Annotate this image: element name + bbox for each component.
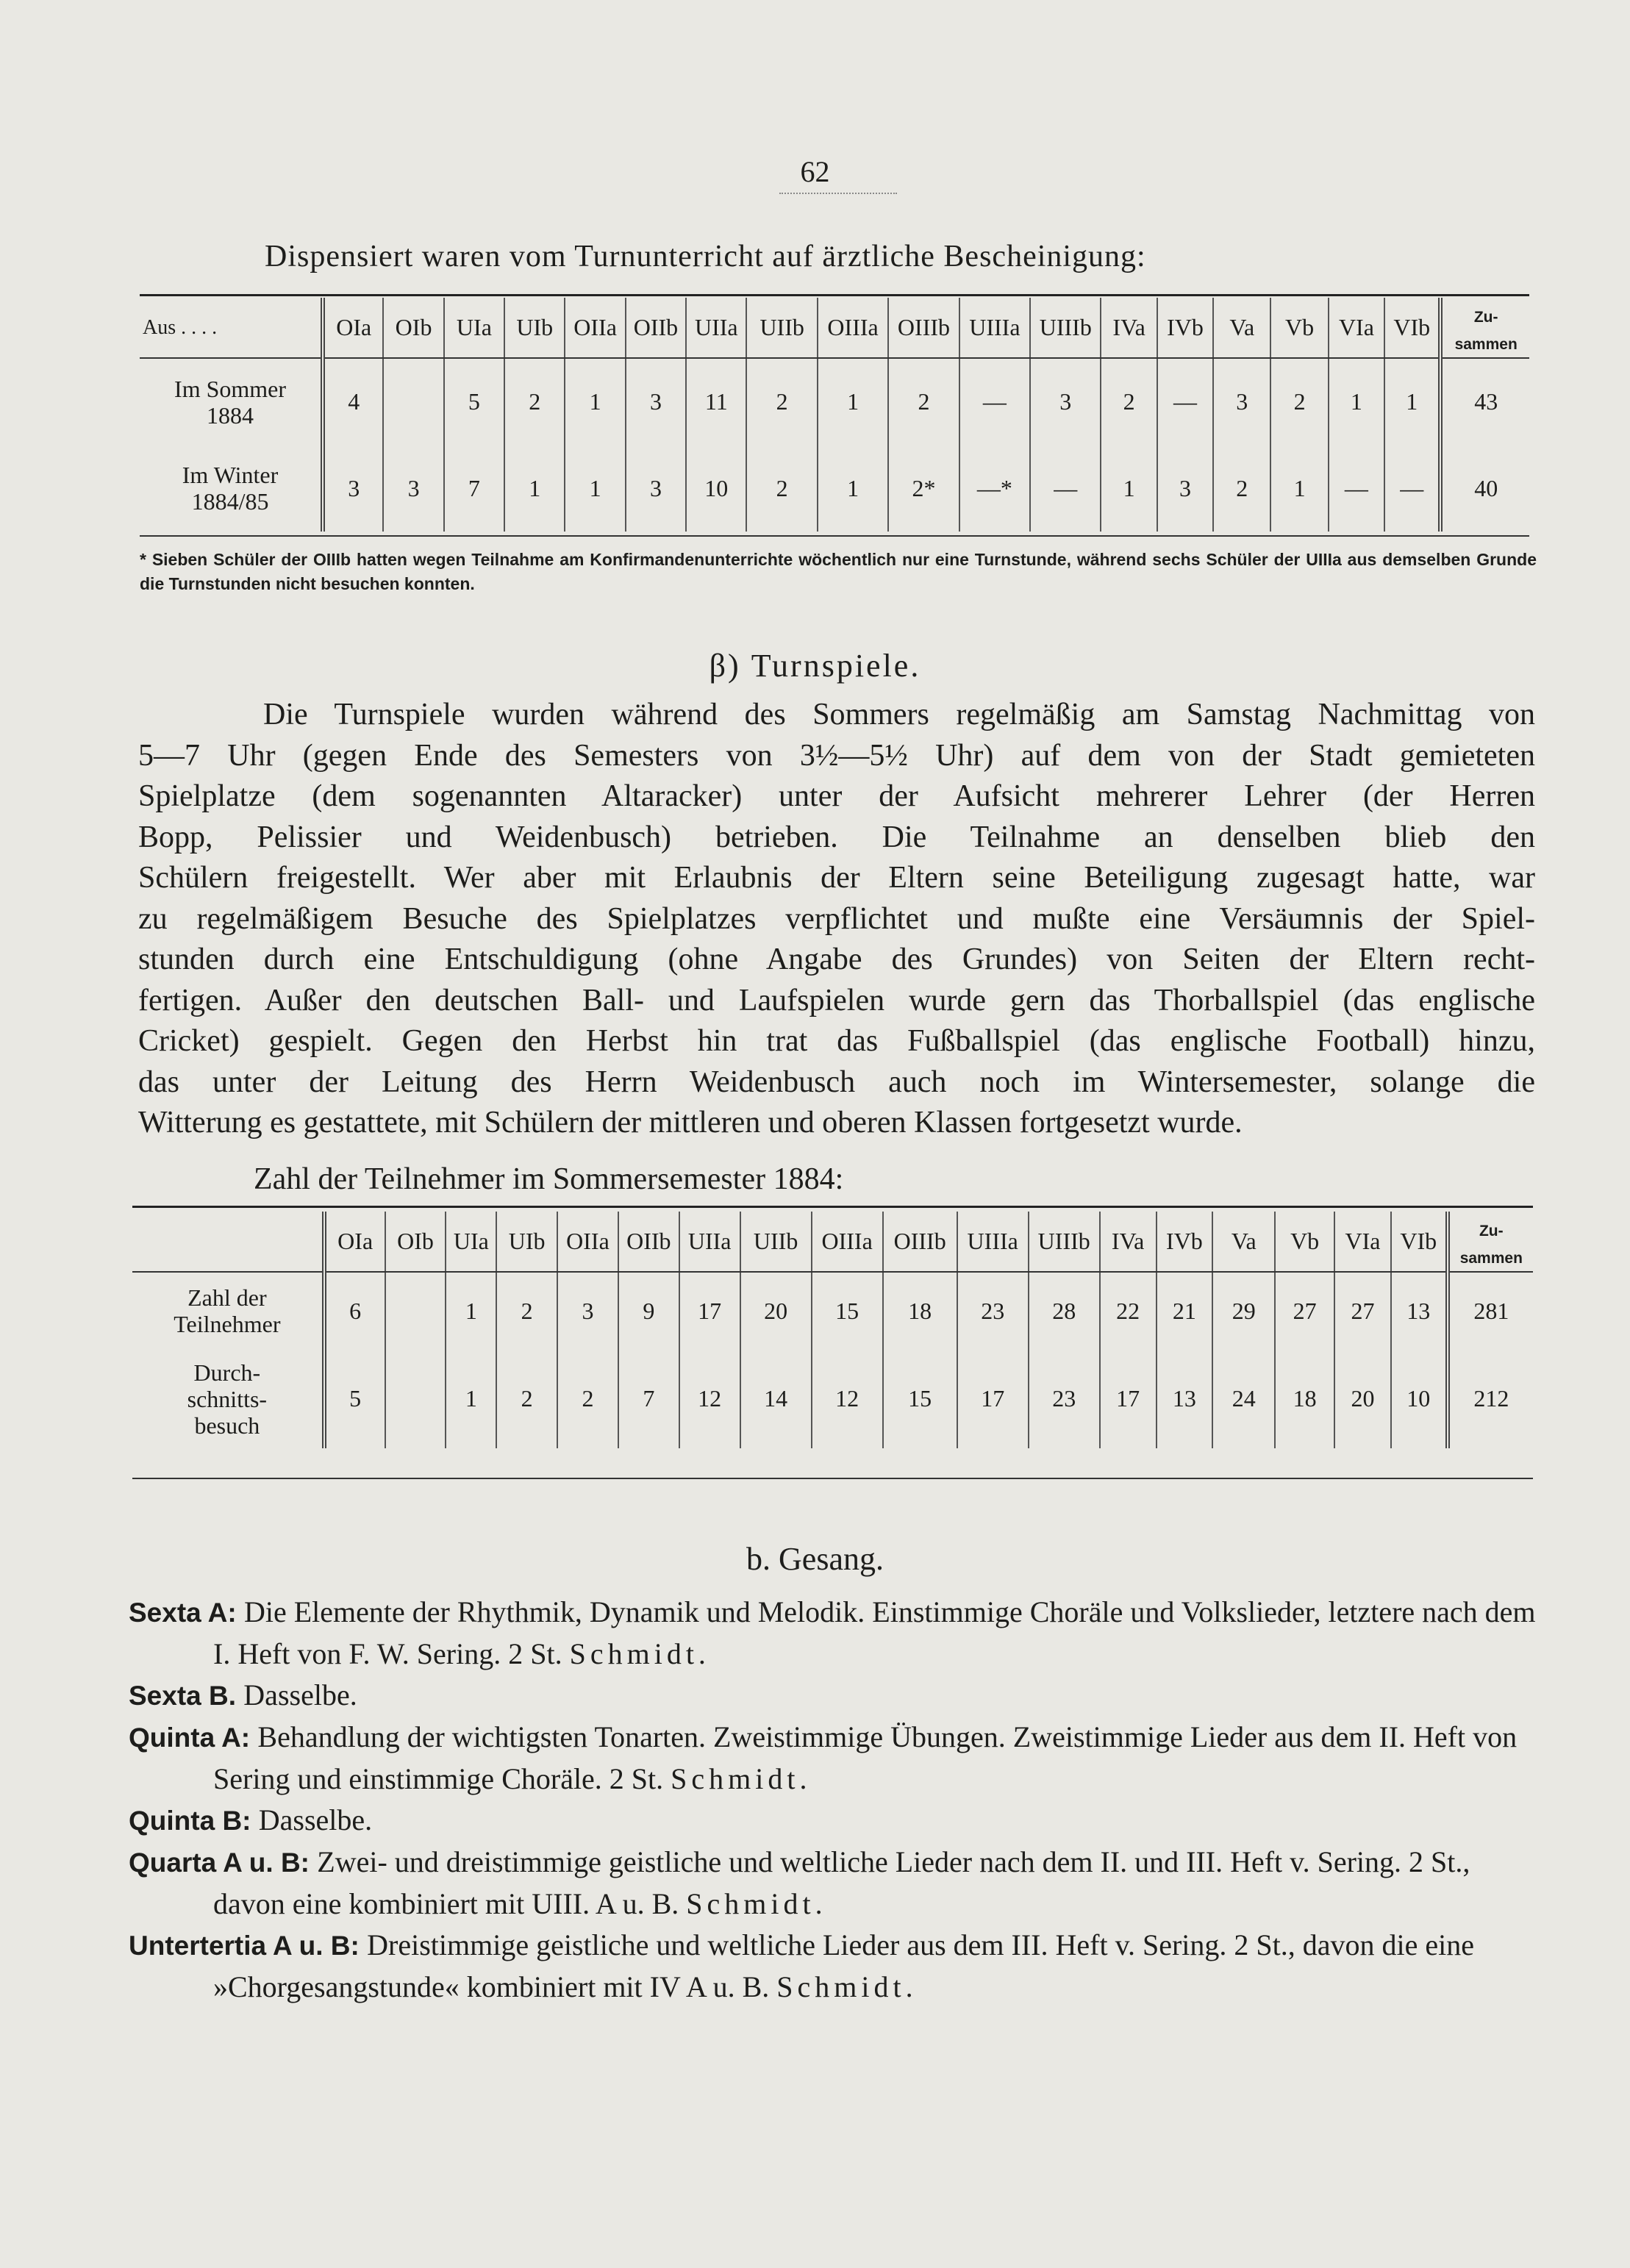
teilnehmer-cell: 2 [496, 1349, 557, 1448]
dispense-cell: 2 [888, 358, 959, 445]
gesang-text: Behandlung der wichtigsten Tonarten. Zweistimmige Übungen. Zweistimmige Lieder aus dem II. Heft von Sering und einstimmige Choräle. 2 St. [213, 1720, 1518, 1795]
dispense-col-header: UIIIb [1030, 298, 1101, 358]
dispense-cell: —* [959, 445, 1030, 532]
teilnehmer-cell: 24 [1212, 1349, 1275, 1448]
dispense-cell: 1 [1270, 445, 1328, 532]
paragraph-line: Schülern freigestellt. Wer aber mit Erlaubnis der Eltern seine Beteiligung zugesagt hatte, war [138, 861, 1535, 895]
gesang-teacher: Schmidt. [569, 1637, 710, 1670]
teilnehmer-table [132, 1212, 1533, 1448]
dispense-table [140, 298, 1529, 532]
teilnehmer-total-cell: 281 [1448, 1272, 1533, 1349]
dispense-col-header: UIb [504, 298, 565, 358]
teilnehmer-col-header: Vb [1275, 1212, 1334, 1272]
dispense-cell: 1 [1101, 445, 1157, 532]
turnspiele-heading: β) Turnspiele. [709, 648, 921, 684]
dispense-col-header: OIIa [565, 298, 625, 358]
dispense-col-header: UIIa [686, 298, 746, 358]
paragraph-line: zu regelmäßigem Besuche des Spielplatzes verpflichtet und mußte eine Versäumnis der Spiel- [138, 901, 1535, 936]
teilnehmer-col-header: UIIIb [1029, 1212, 1100, 1272]
paragraph-line: Spielplatze (dem sogenannten Altaracker) unter der Aufsicht mehrerer Lehrer (der Herren [138, 779, 1535, 813]
gesang-heading-text: b. Gesang. [746, 1541, 884, 1577]
teilnehmer-cell: 1 [446, 1349, 496, 1448]
dispense-col-header: IVa [1101, 298, 1157, 358]
teilnehmer-row [132, 1349, 1533, 1448]
teilnehmer-cell: 27 [1334, 1272, 1391, 1349]
teilnehmer-col-header: UIIb [740, 1212, 812, 1272]
gesang-text: Dasselbe. [258, 1803, 373, 1836]
dispense-caption: Dispensiert waren vom Turnunterricht auf ärztliche Bescheinigung: [265, 240, 1146, 273]
dispense-cell: 5 [444, 358, 504, 445]
teilnehmer-cell: 23 [957, 1272, 1029, 1349]
gesang-text: Zwei- und dreistimmige geistliche und weltliche Lieder nach dem II. und III. Heft v. Sering. 2 St., davon eine kombiniert mit UIII. A u. B. [213, 1845, 1470, 1920]
dispense-col-header: OIIIa [818, 298, 888, 358]
teilnehmer-cell: 1 [446, 1272, 496, 1349]
teilnehmer-cell: 3 [557, 1272, 618, 1349]
dispense-cell: 10 [686, 445, 746, 532]
teilnehmer-header-row [132, 1212, 1533, 1272]
teilnehmer-cell: 29 [1212, 1272, 1275, 1349]
teilnehmer-cell: 28 [1029, 1272, 1100, 1349]
teilnehmer-cell: 12 [679, 1349, 740, 1448]
dispense-cell: 1 [818, 358, 888, 445]
teilnehmer-cell: 12 [812, 1349, 883, 1448]
teilnehmer-col-header: OIIIb [883, 1212, 957, 1272]
teilnehmer-cell: 27 [1275, 1272, 1334, 1349]
teilnehmer-col-header: UIIIa [957, 1212, 1029, 1272]
teilnehmer-caption: Zahl der Teilnehmer im Sommersemester 1884: [254, 1162, 844, 1196]
dispense-cell: 7 [444, 445, 504, 532]
gesang-class: Quinta B: [129, 1806, 259, 1836]
gesang-text: Dasselbe. [243, 1678, 357, 1711]
teilnehmer-col-header: IVa [1100, 1212, 1157, 1272]
teilnehmer-col-header: Va [1212, 1212, 1275, 1272]
teilnehmer-cell: 20 [740, 1272, 812, 1349]
dispense-cell: 3 [323, 445, 383, 532]
teilnehmer-cell: 21 [1157, 1272, 1213, 1349]
dispense-row [140, 358, 1529, 445]
teilnehmer-cell: 17 [679, 1272, 740, 1349]
dispense-col-header: VIa [1329, 298, 1384, 358]
dispense-cell: 1 [565, 445, 625, 532]
teilnehmer-cell: 17 [957, 1349, 1029, 1448]
teilnehmer-cell: 9 [618, 1272, 679, 1349]
dispense-cell: — [1030, 445, 1101, 532]
dispense-cell: 2 [746, 358, 817, 445]
gesang-entry [129, 1925, 1537, 2008]
dispense-col-header: Va [1213, 298, 1270, 358]
teilnehmer-cell: 5 [324, 1349, 385, 1448]
teilnehmer-row-label: Zahl der Teilnehmer [174, 1284, 281, 1337]
dispense-cell: 1 [1329, 358, 1384, 445]
gesang-class: Untertertia A u. B: [129, 1931, 368, 1961]
table1-bottom-rule [140, 535, 1529, 537]
dispense-total-header: Zu- sammen [1440, 298, 1529, 358]
dispense-col-header: OIb [383, 298, 443, 358]
paragraph-line: Cricket) gespielt. Gegen den Herbst hin trat das Fußballspiel (das englische Football) hinzu, [138, 1024, 1535, 1058]
dispense-total-cell: 40 [1440, 445, 1529, 532]
gesang-entry [129, 1800, 1537, 1842]
dispense-header-row [140, 298, 1529, 358]
gesang-heading [0, 1540, 1630, 1578]
teilnehmer-cell: 7 [618, 1349, 679, 1448]
dispense-cell: 3 [1030, 358, 1101, 445]
gesang-text: Dreistimmige geistliche und weltliche Lieder aus dem III. Heft v. Sering. 2 St., davon die eine »Chorgesangstunde« kombiniert mit IV A u. B. [213, 1928, 1475, 2003]
teilnehmer-col-header: OIIIa [812, 1212, 883, 1272]
dispense-cell: 2* [888, 445, 959, 532]
teilnehmer-cell: 18 [1275, 1349, 1334, 1448]
teilnehmer-cell: 17 [1100, 1349, 1157, 1448]
dispense-cell [383, 358, 443, 445]
dispense-cell: 11 [686, 358, 746, 445]
teilnehmer-col-header: OIb [385, 1212, 446, 1272]
dispense-cell: — [1329, 445, 1384, 532]
paragraph-line: stunden durch eine Entschuldigung (ohne Angabe des Grundes) von Seiten der Eltern recht- [138, 942, 1535, 976]
gesang-entry [129, 1842, 1537, 1925]
table2-bottom-rule [132, 1478, 1533, 1479]
teilnehmer-cell: 15 [812, 1272, 883, 1349]
paragraph-line: Die Turnspiele wurden während des Sommers regelmäßig am Samstag Nachmittag von [263, 698, 1535, 731]
dispense-cell: 3 [383, 445, 443, 532]
dispense-footnote: * Sieben Schüler der OIIIb hatten wegen Teilnahme am Konfirmandenunterrichte wöchentlich nur eine Turnstunde, während sechs Schüler der UIIIa aus demselben Grunde die Turnstunden nicht besuchen konnten. [140, 550, 1537, 593]
turnspiele-paragraph [138, 695, 1535, 1144]
dispense-col-header: OIIb [626, 298, 686, 358]
gesang-teacher: Schmidt. [686, 1887, 827, 1920]
dispense-cell: — [1157, 358, 1213, 445]
teilnehmer-col-header: OIIa [557, 1212, 618, 1272]
gesang-entry [129, 1675, 1537, 1717]
teilnehmer-cell: 23 [1029, 1349, 1100, 1448]
gesang-class: Sexta A: [129, 1598, 244, 1628]
teilnehmer-cell: 18 [883, 1272, 957, 1349]
page-number-ornament [779, 193, 897, 194]
dispense-cell: 2 [746, 445, 817, 532]
teilnehmer-cell [385, 1349, 446, 1448]
table1-top-rule [140, 294, 1529, 296]
dispense-col-header: OIIIb [888, 298, 959, 358]
teilnehmer-header-blank [132, 1212, 324, 1272]
dispense-header-label: Aus . . . . [140, 298, 323, 358]
dispense-cell: — [1384, 445, 1440, 532]
teilnehmer-col-header: IVb [1157, 1212, 1213, 1272]
teilnehmer-cell: 22 [1100, 1272, 1157, 1349]
teilnehmer-col-header: UIa [446, 1212, 496, 1272]
dispense-cell: 3 [1213, 358, 1270, 445]
paragraph-line: fertigen. Außer den deutschen Ball- und Laufspielen wurde gern das Thorballspiel (das englische [138, 983, 1535, 1017]
dispense-col-header: Vb [1270, 298, 1328, 358]
teilnehmer-total-cell: 212 [1448, 1349, 1533, 1448]
paragraph-line: 5—7 Uhr (gegen Ende des Semesters von 3½—5½ Uhr) auf dem von der Stadt gemieteten [138, 738, 1535, 773]
dispense-col-header: OIa [323, 298, 383, 358]
dispense-cell: 3 [626, 358, 686, 445]
teilnehmer-cell: 10 [1391, 1349, 1448, 1448]
teilnehmer-col-header: OIIb [618, 1212, 679, 1272]
teilnehmer-col-header: VIa [1334, 1212, 1391, 1272]
dispense-cell: 4 [323, 358, 383, 445]
dispense-col-header: VIb [1384, 298, 1440, 358]
teilnehmer-cell [385, 1272, 446, 1349]
gesang-entry [129, 1592, 1537, 1675]
gesang-text: Die Elemente der Rhythmik, Dynamik und Melodik. Einstimmige Choräle und Volkslieder, letztere nach dem I. Heft von F. W. Sering. 2 St. [213, 1595, 1536, 1670]
paragraph-line: Witterung es gestattete, mit Schülern der mittleren und oberen Klassen fortgesetzt wurde. [138, 1106, 1243, 1140]
dispense-row-label: Im Winter 1884/85 [182, 462, 279, 515]
dispense-col-header: IVb [1157, 298, 1213, 358]
dispense-cell: 2 [504, 358, 565, 445]
teilnehmer-col-header: UIb [496, 1212, 557, 1272]
teilnehmer-cell: 6 [324, 1272, 385, 1349]
dispense-cell: 1 [818, 445, 888, 532]
teilnehmer-cell: 13 [1391, 1272, 1448, 1349]
gesang-list [129, 1592, 1537, 2008]
dispense-cell: 1 [504, 445, 565, 532]
dispense-col-header: UIa [444, 298, 504, 358]
teilnehmer-cell: 20 [1334, 1349, 1391, 1448]
teilnehmer-cell: 2 [557, 1349, 618, 1448]
dispense-total-cell: 43 [1440, 358, 1529, 445]
dispense-cell: — [959, 358, 1030, 445]
dispense-cell: 2 [1213, 445, 1270, 532]
dispense-row [140, 445, 1529, 532]
paragraph-line: Bopp, Pelissier und Weidenbusch) betrieben. Die Teilnahme an denselben blieb den [138, 820, 1535, 854]
gesang-class: Sexta B. [129, 1681, 244, 1711]
table2-top-rule [132, 1206, 1533, 1208]
dispense-cell: 1 [1384, 358, 1440, 445]
dispense-col-header: UIIb [746, 298, 817, 358]
gesang-teacher: Schmidt. [776, 1970, 918, 2003]
teilnehmer-row [132, 1272, 1533, 1349]
teilnehmer-cell: 13 [1157, 1349, 1213, 1448]
teilnehmer-total-header: Zu- sammen [1448, 1212, 1533, 1272]
dispense-cell: 1 [565, 358, 625, 445]
dispense-cell: 2 [1270, 358, 1328, 445]
teilnehmer-row-label: Durch- schnitts- besuch [187, 1359, 268, 1439]
dispense-cell: 3 [1157, 445, 1213, 532]
teilnehmer-col-header: VIb [1391, 1212, 1448, 1272]
paragraph-line: das unter der Leitung des Herrn Weidenbusch auch noch im Wintersemester, solange die [138, 1065, 1535, 1099]
teilnehmer-cell: 2 [496, 1272, 557, 1349]
teilnehmer-col-header: UIIa [679, 1212, 740, 1272]
gesang-class: Quarta A u. B: [129, 1847, 318, 1878]
teilnehmer-cell: 14 [740, 1349, 812, 1448]
dispense-cell: 3 [626, 445, 686, 532]
teilnehmer-cell: 15 [883, 1349, 957, 1448]
dispense-col-header: UIIIa [959, 298, 1030, 358]
gesang-entry [129, 1717, 1537, 1800]
dispense-cell: 2 [1101, 358, 1157, 445]
page-number: 62 [800, 155, 830, 188]
gesang-class: Quinta A: [129, 1723, 258, 1753]
dispense-row-label: Im Sommer 1884 [174, 375, 287, 429]
teilnehmer-col-header: OIa [324, 1212, 385, 1272]
gesang-teacher: Schmidt. [671, 1762, 812, 1795]
